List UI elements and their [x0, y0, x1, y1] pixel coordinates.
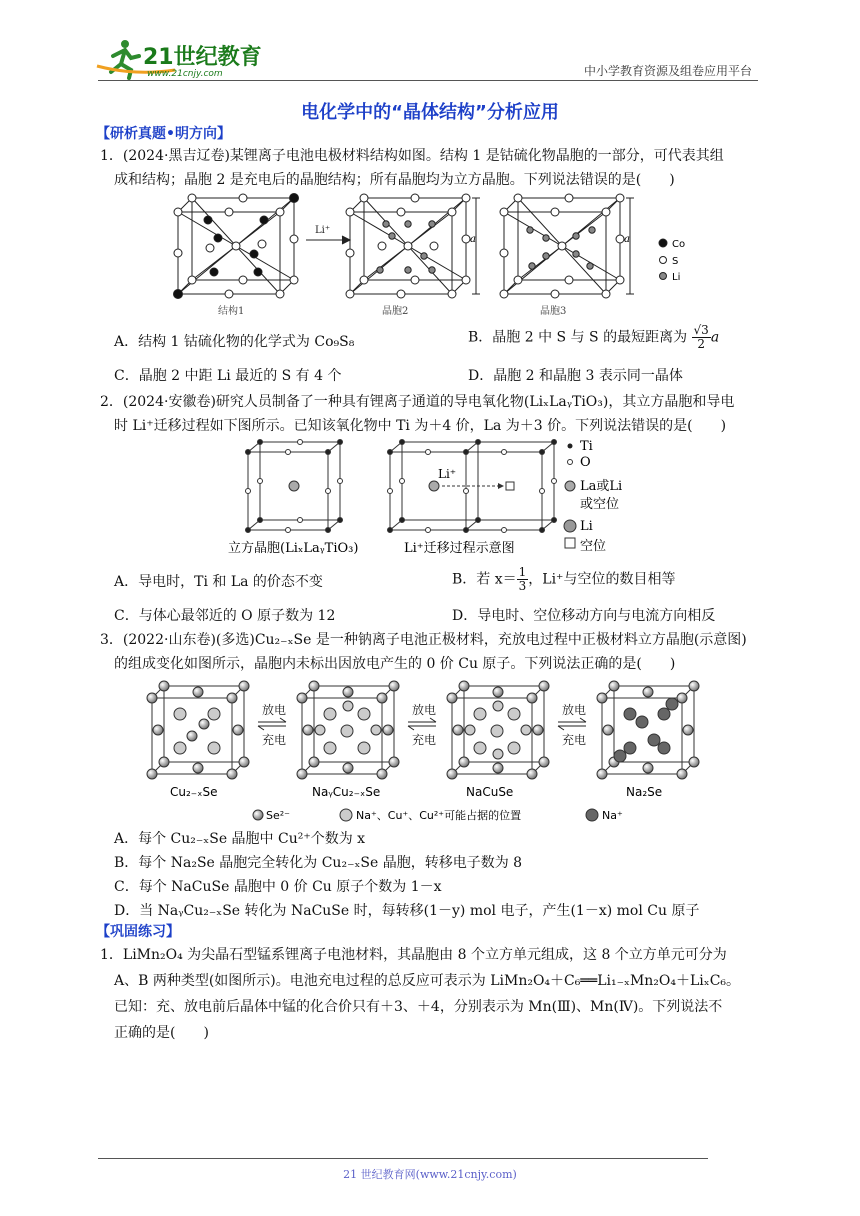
page-title: 电化学中的“晶体结构”分析应用: [301, 102, 559, 123]
svg-text:Na⁺: Na⁺: [602, 809, 623, 822]
svg-text:放电: 放电: [562, 703, 587, 717]
svg-text:Na₂Se: Na₂Se: [626, 785, 663, 799]
svg-text:充电: 充电: [262, 733, 287, 747]
q2-legend: [564, 439, 622, 554]
cell3-dimension: [626, 198, 634, 294]
practice-q1: 1．LiMn₂O₄ 为尖晶石型锰系锂离子电池材料，其晶胞由 8 个立方单元组成，这 8 个立方单元可分为 A、B 两种类型(如图所示)。电池充电过程的总反应可表示为 LiMn₂O₄＋C₆══Li₁₋ₓMn₂O₄＋LiₓC₆。 已知：充、放电前后晶体中锰的化合价只有＋3、＋4，分别表示为 Mn(Ⅲ)、Mn(Ⅳ)。下列说法不 正确的是( ): [100, 947, 741, 1041]
cell3-atoms: [500, 194, 624, 298]
site-logo: [95, 36, 265, 80]
section-heading-2: 【巩固练习】: [96, 924, 180, 940]
cell2-dimension: [472, 198, 480, 294]
q2-figure: [224, 438, 644, 560]
q1-option-c: C．晶胞 2 中距 Li 最近的 S 有 4 个: [114, 368, 342, 384]
svg-text:Li⁺: Li⁺: [315, 225, 331, 236]
svg-text:或空位: 或空位: [580, 497, 620, 512]
svg-text:充电: 充电: [562, 733, 587, 747]
q3-option-c: C．每个 NaCuSe 晶胞中 0 价 Cu 原子个数为 1－x: [114, 879, 442, 895]
svg-text:晶胞3: 晶胞3: [540, 306, 567, 317]
q1-option-d: D．晶胞 2 和晶胞 3 表示同一晶体: [468, 368, 683, 384]
cell2-atoms: [346, 194, 470, 298]
svg-text:Li⁺迁移过程示意图: Li⁺迁移过程示意图: [404, 541, 515, 556]
q2-option-c: C．与体心最邻近的 O 原子数为 12: [114, 608, 336, 624]
svg-text:a: a: [624, 234, 630, 245]
svg-text:La或Li: La或Li: [580, 479, 623, 494]
svg-text:充电: 充电: [412, 733, 437, 747]
svg-text:www.21cnjy.com: www.21cnjy.com: [147, 69, 223, 79]
q2-stem: 2．(2024·安徽卷)研究人员制备了一种具有锂离子通道的导电氧化物(LiₓLaᵧTiO₃)，其立方晶胞和导电 时 Li⁺迁移过程如下图所示。已知该氧化物中 Ti 为＋4 价，La 为＋3 价。下列说法错误的是( ): [100, 394, 735, 434]
platform-label: 中小学教育资源及组卷应用平台: [583, 64, 752, 78]
svg-text:O: O: [580, 455, 591, 470]
q1-figure: [170, 190, 700, 320]
svg-text:S: S: [672, 256, 679, 267]
q1-legend: [659, 239, 685, 283]
q3-option-b: B．每个 Na₂Se 晶胞完全转化为 Cu₂₋ₓSe 晶胞，转移电子数为 8: [114, 855, 523, 871]
section-heading-1: 【研析真题•明方向】: [96, 126, 231, 142]
q3-option-a: A．每个 Cu₂₋ₓSe 晶胞中 Cu²⁺个数为 x: [114, 831, 366, 847]
q3-figure: [140, 674, 730, 828]
li-arrow: [306, 236, 350, 244]
svg-text:Co: Co: [672, 239, 686, 250]
q3-cell-1: [147, 681, 249, 779]
q2-option-a: A．导电时，Ti 和 La 的价态不变: [114, 574, 323, 590]
q3-cell-3: [447, 681, 549, 779]
svg-text:Li: Li: [672, 272, 681, 283]
header-divider: [98, 80, 758, 81]
svg-text:Li⁺: Li⁺: [438, 467, 457, 481]
q3-legend: [253, 808, 623, 822]
svg-text:a: a: [470, 234, 476, 245]
svg-text:放电: 放电: [262, 703, 287, 717]
q3-stem: 3．(2022·山东卷)(多选)Cu₂₋ₓSe 是一种钠离子电池正极材料，充放电过程中正极材料立方晶胞(示意图) 的组成变化如图所示，晶胞内未标出因放电产生的 0 价 Cu 原子。下列说法正确的是( ): [100, 632, 747, 672]
svg-text:NaᵧCu₂₋ₓSe: NaᵧCu₂₋ₓSe: [312, 785, 381, 799]
q3-cell-2: [297, 681, 399, 779]
svg-text:放电: 放电: [412, 703, 437, 717]
svg-text:Se²⁻: Se²⁻: [266, 809, 290, 822]
footer-divider: [98, 1158, 708, 1159]
svg-text:Ti: Ti: [580, 439, 593, 454]
q1-option-a: A．结构 1 钴硫化物的化学式为 Co₉S₈: [114, 334, 355, 350]
q3-arrows: [258, 702, 586, 747]
footer-text: 21 世纪教育网(www.21cnjy.com): [343, 1168, 517, 1181]
q2-option-b: B．若 x＝ $\frac{1}{3}$ ，Li⁺与空位的数目相等: [452, 565, 676, 593]
svg-text:晶胞2: 晶胞2: [382, 306, 409, 317]
q2-option-d: D．导电时、空位移动方向与电流方向相反: [452, 608, 716, 624]
svg-text:空位: 空位: [580, 539, 607, 554]
q3-cell-4: [597, 681, 699, 779]
svg-text:结构1: 结构1: [218, 306, 245, 317]
svg-text:立方晶胞(LiₓLaᵧTiO₃): 立方晶胞(LiₓLaᵧTiO₃): [228, 541, 359, 556]
q1-stem: 1．(2024·黑吉辽卷)某锂离子电池电极材料结构如图。结构 1 是钴硫化物晶胞的一部分，可代表其组 成和结构；晶胞 2 是充电后的晶胞结构；所有晶胞均为立方晶胞。下列说法错误的是( ): [100, 148, 724, 188]
q3-option-d: D．当 NaᵧCu₂₋ₓSe 转化为 NaCuSe 时，每转移(1－y) mol 电子，产生(1－x) mol Cu 原子: [114, 903, 700, 919]
q1-option-b: B．晶胞 2 中 S 与 S 的最短距离为 $\frac{√3}{2}$ a: [468, 323, 720, 351]
svg-text:21世纪教育: 21世纪教育: [143, 45, 262, 70]
svg-text:Li: Li: [580, 519, 593, 534]
svg-text:Cu₂₋ₓSe: Cu₂₋ₓSe: [170, 785, 218, 799]
svg-text:Na⁺、Cu⁺、Cu²⁺可能占据的位置: Na⁺、Cu⁺、Cu²⁺可能占据的位置: [356, 809, 522, 822]
svg-text:NaCuSe: NaCuSe: [466, 785, 514, 799]
